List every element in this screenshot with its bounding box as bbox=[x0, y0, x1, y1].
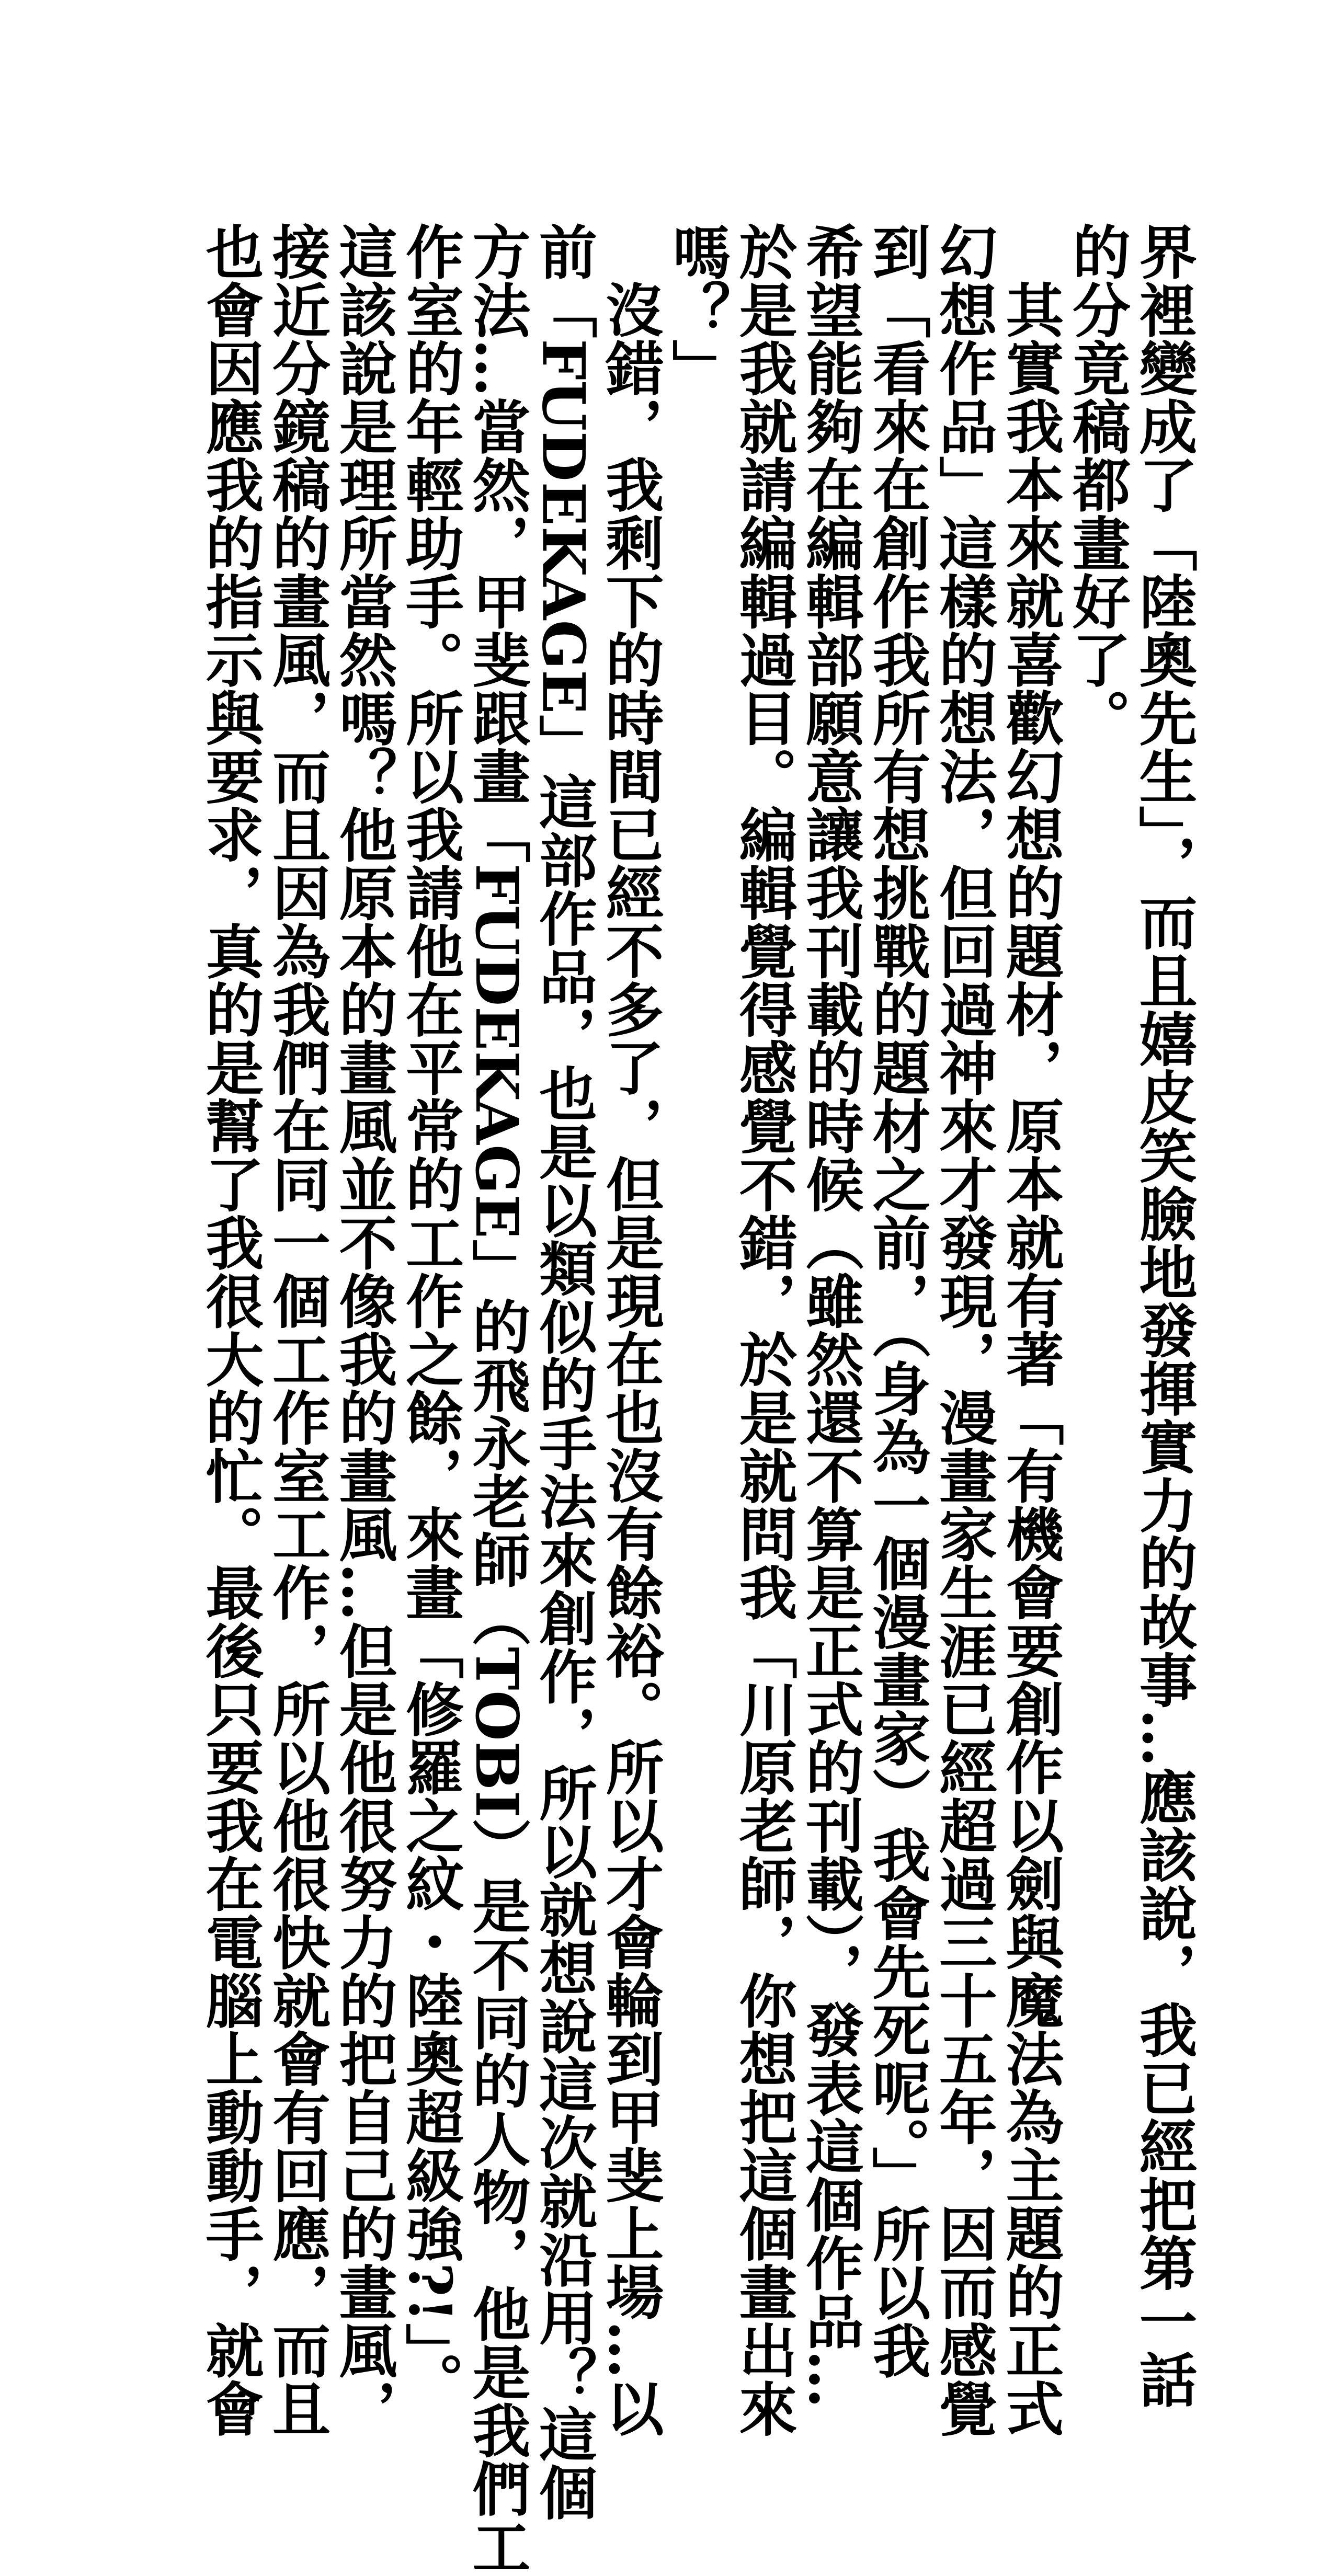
text-line-paragraph-start: 其實我本來就喜歡幻想的題材，原本就有著「有機會要創作以劍與魔法為主題的正式 bbox=[996, 280, 1064, 2437]
text-line: 嗎？」 bbox=[662, 222, 731, 397]
text-line: 方法…當然，甲斐跟畫「FUDEKAGE」的飛永老師（TOBI）是不同的人物，他是我們工 bbox=[462, 222, 530, 2576]
text-line: 前「FUDEKAGE」這部作品，也是以類似的手法來創作，所以就想說這次就沿用？這個 bbox=[529, 222, 597, 2522]
text-line: 的分竟稿都畫好了。 bbox=[1062, 222, 1131, 747]
vertical-text-body bbox=[181, 222, 1197, 2576]
text-line: 幻想作品」這樣的想法，但回過神來才發現，漫畫家生涯已經超過三十五年，因而感覺 bbox=[929, 222, 997, 2437]
text-line-paragraph-start: 沒錯，我剩下的時間已經不多了，但是現在也沒有餘裕。所以才會輪到甲斐上場…以 bbox=[596, 280, 664, 2437]
text-line: 到「看來在創作我所有想挑戰的題材之前，（身為一個漫畫家）我會先死呢。」所以我 bbox=[862, 222, 930, 2379]
text-line: 於是我就請編輯過目。編輯覺得感覺不錯，於是就問我「川原老師，你想把這個畫出來 bbox=[729, 222, 797, 2437]
text-line: 界裡變成了「陸奧先生」，而且嬉皮笑臉地發揮實力的故事…應該說，我已經把第一話 bbox=[1129, 222, 1197, 2409]
text-line: 這該說是理所當然嗎？他原本的畫風並不像我的畫風…但是他很努力的把自己的畫風， bbox=[329, 222, 397, 2437]
text-line: 接近分鏡稿的畫風，而且因為我們在同一個工作室工作，所以他很快就會有回應，而且 bbox=[262, 222, 331, 2437]
text-line: 作室的年輕助手。所以我請他在平常的工作之餘，來畫「修羅之紋・陸奧超級強?!」。 bbox=[395, 222, 464, 2410]
text-line: 希望能夠在編輯部願意讓我刊載的時候（雖然還不算是正式的刊載），發表這個作品… bbox=[795, 222, 864, 2409]
text-line: 也會因應我的指示與要求，真的是幫了我很大的忙。最後只要我在電腦上動動手，就會 bbox=[196, 222, 264, 2437]
